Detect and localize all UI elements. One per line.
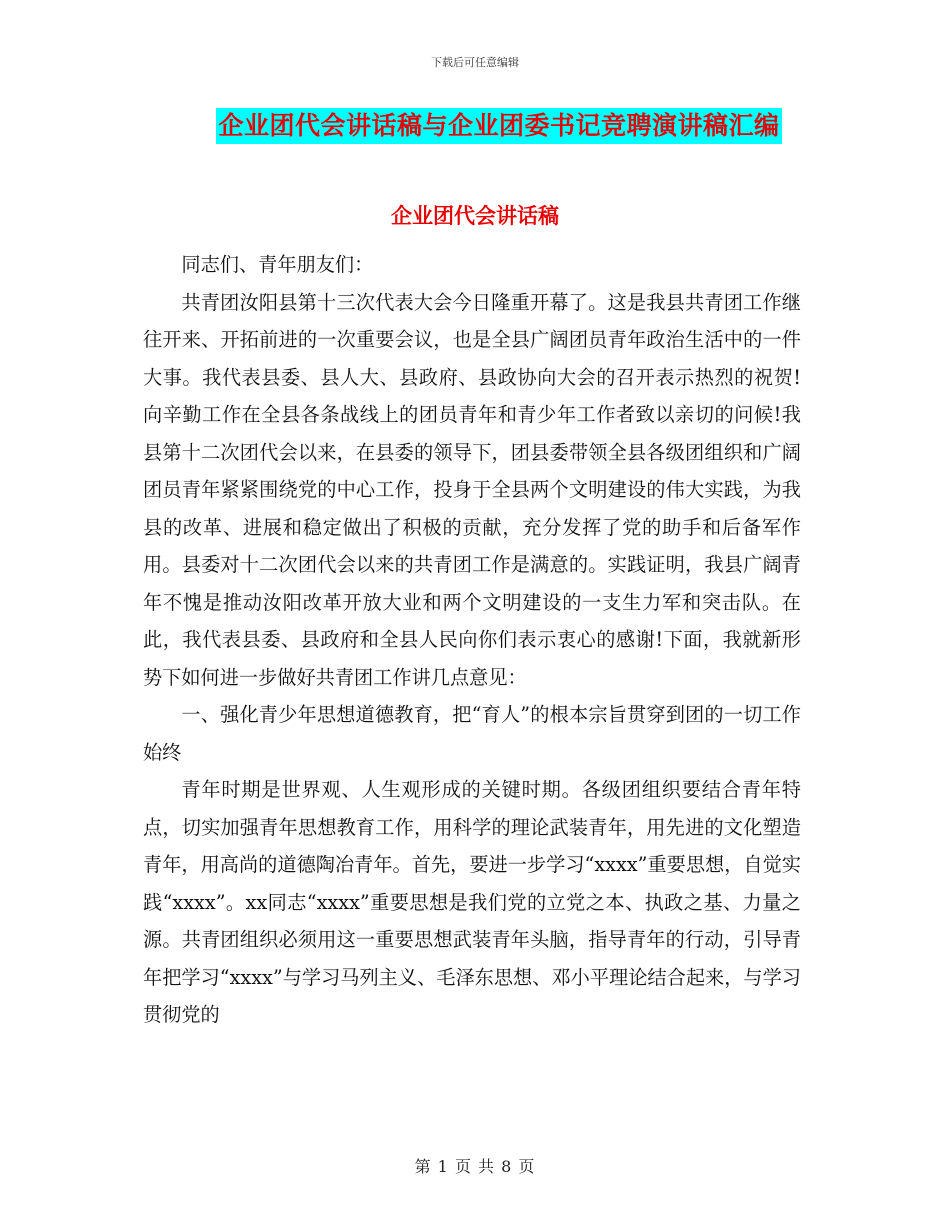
document-title-wrap: [0, 108, 950, 144]
paragraph-heading-one: 一、强化青少年思想道德教育，把“育人”的根本宗旨贯穿到团的一切工作始终: [143, 703, 801, 764]
section-title: 企业团代会讲话稿: [391, 204, 559, 228]
page-number-footer: 第 1 页 共 8 页: [414, 1157, 536, 1176]
header-note: 下载后可任意编辑: [431, 56, 519, 69]
paragraph-youth-education: 青年时期是世界观、人生观形成的关键时期。各级团组织要结合青年特点，切实加强青年思想教育工作，用科学的理论武装青年，用先进的文化塑造青年，用高尚的道德陶冶青年。首先，要进一步学习“xxxx”重要思想，自觉实践“xxxx”。xx同志“xxxx”重要思想是我们党的立党之本、执政之基、力量之源。共青团组织必须用这一重要思想武装青年头脑，指导青年的行动，引导青年把学习“xxxx”与学习马列主义、毛泽东思想、邓小平理论结合起来，与学习贯彻党的: [143, 778, 801, 1026]
body-text: [143, 246, 801, 1034]
paragraph-greeting: 同志们、青年朋友们：: [181, 253, 374, 276]
document-title: 企业团代会讲话稿与企业团委书记竞聘演讲稿汇编: [216, 108, 781, 144]
paragraph-opening: 共青团汝阳县第十三次代表大会今日隆重开幕了。这是我县共青团工作继往开来、开拓前进的一次重要会议，也是全县广阔团员青年政治生活中的一件大事。我代表县委、县人大、县政府、县政协向大会的召开表示热烈的祝贺!向辛勤工作在全县各条战线上的团员青年和青少年工作者致以亲切的问候!我县第十二次团代会以来，在县委的领导下，团县委带领全县各级团组织和广阔团员青年紧紧围绕党的中心工作，投身于全县两个文明建设的伟大实践，为我县的改革、进展和稳定做出了积极的贡献，充分发挥了党的助手和后备军作用。县委对十二次团代会以来的共青团工作是满意的。实践证明，我县广阔青年不愧是推动汝阳改革开放大业和两个文明建设的一支生力军和突击队。在此，我代表县委、县政府和全县人民向你们表示衷心的感谢!下面，我就新形势下如何进一步做好共青团工作讲几点意见：: [143, 290, 801, 689]
